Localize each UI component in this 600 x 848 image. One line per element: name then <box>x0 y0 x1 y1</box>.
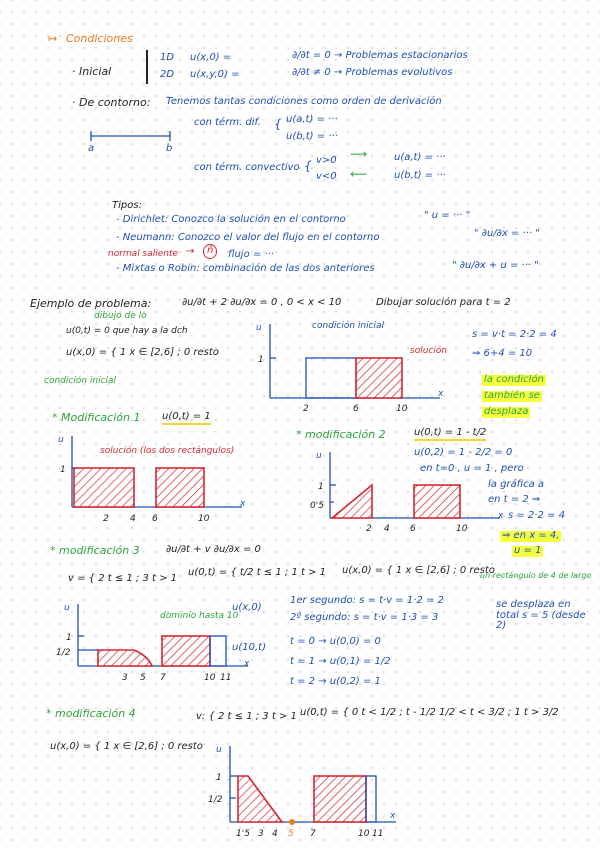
normal-saliente: normal saliente <box>108 249 179 259</box>
mod2-l1: u(0,2) = 1 - 2/2 = 0 <box>414 447 513 458</box>
mod2-l3: la gráfica a <box>488 479 545 490</box>
graph-mod2 <box>310 447 513 548</box>
conv-brace: { <box>304 159 312 173</box>
inicial-1d: 1D <box>160 52 175 63</box>
g3-x10: 10 <box>204 673 216 683</box>
n-hat-circle: n̂ <box>203 244 217 259</box>
dibujo-note: dibujo de lo <box>94 311 147 321</box>
ejemplo-title: Ejemplo de problema: <box>30 297 152 310</box>
g1-y1: 1 <box>60 465 66 475</box>
mod4-ux0: u(x,0) = { 1 x ∈ [2,6] ; 0 resto <box>50 741 203 752</box>
segment-b-label: b <box>166 143 173 154</box>
dirichlet-label: con térm. dif. <box>194 117 262 128</box>
g1-x10: 10 <box>198 514 210 524</box>
contorno-label: · De contorno: <box>72 96 151 109</box>
dir-brace: { <box>274 117 282 131</box>
inicial-2d-note: ∂/∂t ≠ 0 → Problemas evolutivos <box>292 67 453 78</box>
g2-x-label: x <box>498 511 504 521</box>
g3-x5: 5 <box>140 673 146 683</box>
hl-line1: la condición <box>484 374 544 385</box>
contorno-cond: u(0,t) = 0 que hay a la dch <box>66 326 188 336</box>
g2-x6: 6 <box>410 524 416 534</box>
conv-arrow-right-icon: ⟶ <box>350 147 368 161</box>
mod2-title: * modificación 2 <box>296 428 386 441</box>
conv-u2: u(b,t) = ··· <box>394 170 446 181</box>
g1-u-label: u <box>58 435 64 445</box>
convectivo-label: con térm. convectivo <box>194 162 300 173</box>
g3-y1: 1 <box>66 633 72 643</box>
g1-x-label: x <box>240 499 246 509</box>
tipos-neumann-eq: " ∂u/∂x = ··· " <box>474 228 540 239</box>
ejemplo-calc2: ⇒ 6+4 = 10 <box>472 348 533 359</box>
gm-u-label: u <box>256 323 262 333</box>
cond-contorno-label: condición inicial <box>312 321 385 331</box>
mod2-l2: en t=0 , u = 1 , pero <box>420 463 524 474</box>
mod3-u10t: u(10,t) <box>232 642 266 653</box>
conv-eq1: v>0 <box>316 155 337 166</box>
mod2-l6: ⇒ en x = 4, <box>502 530 560 541</box>
mod1-note: solución (los dos rectángulos) <box>100 446 235 456</box>
graph-main <box>250 318 450 418</box>
mod4-u0t: u(0,t) = { 0 t < 1/2 ; t - 1/2 1/2 < t < 3/2 ; 1 t > 3/2 <box>300 707 559 718</box>
mod3-t0: t = 0 → u(0,0) = 0 <box>290 636 381 647</box>
g1-x4: 4 <box>130 514 136 524</box>
inicial-1d-note: ∂/∂t = 0 → Problemas estacionarios <box>292 50 468 61</box>
g4-x5: 5 <box>288 829 294 839</box>
gm-x-label: x <box>438 389 444 399</box>
dir-eq2: u(b,t) = ··· <box>286 131 338 142</box>
g2-x10: 10 <box>456 524 468 534</box>
g2-x2: 2 <box>366 524 372 534</box>
g2-y05: 0'5 <box>310 501 324 511</box>
gm-x2: 2 <box>303 404 309 414</box>
conv-eq2: v<0 <box>316 171 337 182</box>
mod3-seg2: 2º segundo: s = t·v = 1·3 = 3 <box>290 612 439 623</box>
mod1-eq: u(0,t) = 1 <box>162 412 211 425</box>
mod3-uxo: u(x,0) <box>232 602 262 613</box>
dir-eq1: u(a,t) = ··· <box>286 114 338 125</box>
g1-x2: 2 <box>103 514 109 524</box>
mod3-u0t: u(0,t) = { t/2 t ≤ 1 ; 1 t > 1 <box>188 567 327 578</box>
gm-x6: 6 <box>353 404 359 414</box>
g4-y1: 1 <box>216 773 222 783</box>
ejemplo-calc1: s = v·t = 2·2 = 4 <box>472 329 557 340</box>
tipos-neumann: - Neumann: Conozco el valor del flujo en el contorno <box>116 232 380 243</box>
initial-eq: u(x,0) = { 1 x ∈ [2,6] ; 0 resto <box>66 347 219 358</box>
segment-ab <box>88 128 178 148</box>
inicial-2d: 2D <box>160 69 175 80</box>
ejemplo-pde: ∂u/∂t + 2 ∂u/∂x = 0 , 0 < x < 10 <box>182 297 342 308</box>
mod3-rect-note: un rectángulo de 4 de largo <box>480 571 592 580</box>
mod2-l7: u = 1 <box>514 545 542 556</box>
cond-inicial-label: condición inicial <box>44 376 117 386</box>
tipos-flujo: flujo = ··· <box>228 249 274 260</box>
g4-x11: 11 <box>372 829 384 839</box>
g3-x7: 7 <box>160 673 166 683</box>
g2-x4: 4 <box>384 524 390 534</box>
gm-x10: 10 <box>396 404 408 414</box>
mod2-l4: en t = 2 ⇒ <box>488 494 541 505</box>
g4-u-label: u <box>216 745 222 755</box>
g1-x6: 6 <box>152 514 158 524</box>
graph-mod3 <box>58 600 258 690</box>
graph-mod4 <box>210 742 400 842</box>
mod4-v: v: { 2 t ≤ 1 ; 3 t > 1 <box>196 711 297 722</box>
mod3-desplaza: se desplaza en total s = 5 (desde 2) <box>496 599 586 631</box>
g4-x3: 3 <box>258 829 264 839</box>
tipos-title: Tipos: <box>112 200 142 211</box>
inicial-label: · Inicial <box>72 65 112 78</box>
mod1-title: * Modificación 1 <box>52 411 141 424</box>
g3-y12: 1/2 <box>56 648 71 658</box>
gm-y1: 1 <box>258 355 264 365</box>
segment-a-label: a <box>88 143 95 154</box>
mod3-ux0: u(x,0) = { 1 x ∈ [2,6] ; 0 resto <box>342 565 495 576</box>
conv-arrow-left-icon: ⟵ <box>350 167 368 181</box>
hl-line2: también se <box>484 390 540 401</box>
g2-y1: 1 <box>318 482 324 492</box>
mod3-pde: ∂u/∂t + v ∂u/∂x = 0 <box>166 544 261 555</box>
mod3-seg1: 1er segundo: s = t·v = 1·2 = 2 <box>290 595 444 606</box>
inicial-1d-eq: u(x,0) = <box>190 52 232 63</box>
tipos-dirichlet: - Dirichlet: Conozco la solución en el contorno <box>116 214 346 225</box>
g4-x7: 7 <box>310 829 316 839</box>
g4-x-label: x <box>390 811 396 821</box>
solucion-label: solución <box>410 346 448 356</box>
mod3-t2: t = 2 → u(0,2) = 1 <box>290 676 381 687</box>
contorno-desc: Tenemos tantas condiciones como orden de derivación <box>166 96 442 107</box>
conv-u1: u(a,t) = ··· <box>394 152 446 163</box>
mod2-eq: u(0,t) = 1 - t/2 <box>414 428 486 441</box>
page-title: Condiciones <box>66 32 133 45</box>
tipos-mixtas: - Mixtas o Robin: combinación de las dos anteriores <box>116 263 375 274</box>
mod2-l5: s = 2·2 = 4 <box>508 510 565 521</box>
g3-x11: 11 <box>220 673 232 683</box>
mod4-title: * modificación 4 <box>46 707 136 720</box>
inicial-brace <box>146 50 148 84</box>
tipos-dirichlet-eq: " u = ··· " <box>424 210 471 221</box>
tipos-mixtas-eq: " ∂u/∂x + u = ··· " <box>452 260 539 271</box>
g4-x4: 4 <box>272 829 278 839</box>
g3-x3: 3 <box>122 673 128 683</box>
ejemplo-dibujar: Dibujar solución para t = 2 <box>376 297 511 308</box>
mod3-title: * modificación 3 <box>50 544 140 557</box>
mod3-t1: t = 1 → u(0,1) = 1/2 <box>290 656 391 667</box>
inicial-2d-eq: u(x,y,0) = <box>190 69 240 80</box>
n-hat-arrow-icon: → <box>186 246 195 257</box>
graph-mod1 <box>52 432 252 532</box>
mod3-dominio: dominio hasta 10 <box>160 611 239 621</box>
hl-line3: desplaza <box>484 406 529 417</box>
g4-x15: 1'5 <box>236 829 250 839</box>
header-arrow-icon: ↦ <box>48 32 58 45</box>
g2-u-label: u <box>316 451 322 461</box>
g3-x-label: x <box>244 659 250 669</box>
g4-x10: 10 <box>358 829 370 839</box>
g3-u-label: u <box>64 603 70 613</box>
g4-y12: 1/2 <box>208 795 223 805</box>
mod3-v: v = { 2 t ≤ 1 ; 3 t > 1 <box>68 573 178 584</box>
